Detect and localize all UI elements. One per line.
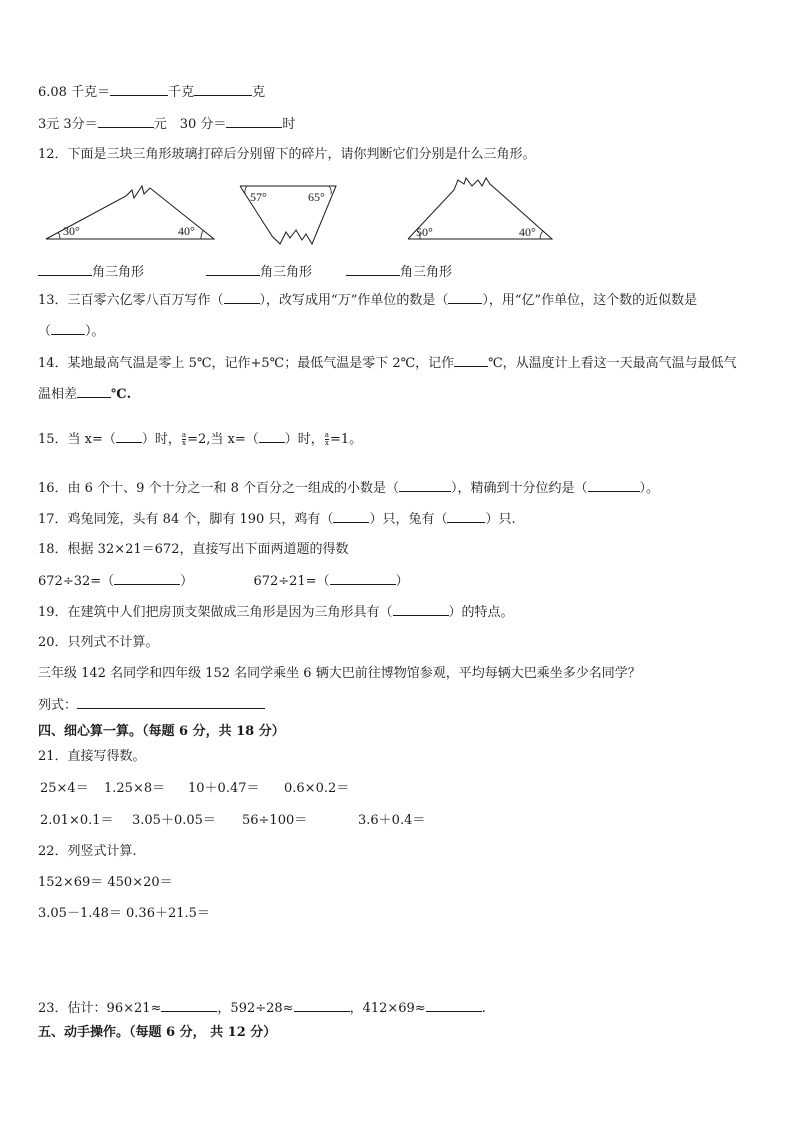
answer-blank[interactable] <box>294 999 350 1012</box>
answer-blank[interactable] <box>393 603 449 616</box>
question-22-row-2: 3.05－1.48＝ 0.36＋21.5＝ <box>38 906 210 921</box>
question-22-title: 22．列竖式计算. <box>38 844 137 859</box>
question-19: 19．在建筑中人们把房顶支架做成三角形是因为三角形具有（ ）的特点。 <box>38 605 514 620</box>
broken-triangles-figure <box>0 170 794 255</box>
question-15: 15．当 x=（ ）时， $\frac{a}{x}$ =2,当 x=（ ）时， $\frac{a}{x}$ =1。 <box>38 431 363 447</box>
answer-blank[interactable] <box>426 999 482 1012</box>
angle-arc <box>329 186 331 194</box>
angle-arc <box>58 232 60 239</box>
question-21-row-1: 25×4＝ 1.25×8＝ 10＋0.47＝ 0.6×0.2＝ <box>40 781 350 796</box>
answer-blank[interactable] <box>259 430 285 443</box>
triangle-1-answer: 角三角形 <box>38 261 144 280</box>
question-22-row-1: 152×69＝ 450×20＝ <box>38 875 173 890</box>
answer-blank[interactable] <box>399 479 451 492</box>
section-5-heading: 五、动手操作。（每题 6 分， 共 12 分） <box>38 1025 277 1040</box>
question-16: 16．由 6 个十、9 个十分之一和 8 个百分之一组成的小数是（ ），精确到十分位约是（ ）。 <box>38 481 660 496</box>
angle-arc <box>201 231 203 239</box>
question-20-title: 20．只列式不计算。 <box>38 635 159 650</box>
triangle-3-left-angle: 50° <box>416 225 433 239</box>
question-21-row-2: 2.01×0.1＝ 3.05＋0.05＝ 56÷100＝ 3.6＋0.4＝ <box>40 813 426 828</box>
unit-conversion-line-2: 3元 3分＝ 元 30 分＝ 时 <box>38 117 296 132</box>
answer-blank[interactable] <box>110 83 168 96</box>
unit-conversion-line-1: 6.08 千克＝ 千克 克 <box>38 85 266 100</box>
answer-blank[interactable] <box>454 354 488 367</box>
answer-blank[interactable] <box>114 572 180 585</box>
question-13-line-1: 13．三百零六亿零八百万写作（ ），改写成用“万”作单位的数是（ ），用“亿”作单位，这个数的近似数是 <box>38 293 698 308</box>
triangle-3-answer: 角三角形 <box>346 261 452 280</box>
question-18-text: 18．根据 32×21＝672，直接写出下面两道题的得数 <box>38 542 349 557</box>
fraction-a-over-x: $\frac{a}{x}$ <box>324 431 329 447</box>
triangle-2-answer: 角三角形 <box>206 261 312 280</box>
answer-blank[interactable] <box>194 83 252 96</box>
angle-arc <box>540 231 543 239</box>
question-14-line-1: 14．某地最高气温是零上 5℃，记作+5℃；最低气温是零下 2℃，记作 ℃，从温度计上看这一天最高气温与最低气 <box>38 356 737 371</box>
answer-blank[interactable] <box>588 479 640 492</box>
question-20-text: 三年级 142 名同学和四年级 152 名同学乘坐 6 辆大巴前往博物馆参观，平均每辆大巴乘坐多少名同学？ <box>38 666 641 681</box>
answer-blank[interactable] <box>447 510 485 523</box>
question-13-line-2: （ ）。 <box>38 324 105 339</box>
answer-blank[interactable] <box>330 572 396 585</box>
question-20-answer: 列式： <box>38 696 265 715</box>
question-23: 23．估计：96×21≈ ，592÷28≈ ，412×69≈ . <box>38 1001 486 1016</box>
answer-blank[interactable] <box>448 291 482 304</box>
answer-blank[interactable] <box>77 385 111 398</box>
question-14-line-2: 温相差 ℃. <box>38 387 132 402</box>
answer-blank[interactable] <box>346 263 400 276</box>
triangle-3-right-angle: 40° <box>519 225 536 239</box>
fraction-a-over-x: $\frac{a}{x}$ <box>181 431 187 447</box>
answer-blank[interactable] <box>161 999 217 1012</box>
triangle-1-right-angle: 40° <box>178 224 195 238</box>
answer-blank[interactable] <box>206 263 260 276</box>
question-17: 17．鸡兔同笼，头有 84 个，脚有 190 只，鸡有（ ）只，兔有（ ）只. <box>38 512 516 527</box>
triangle-1-left-angle: 30° <box>63 224 80 238</box>
question-12-text: 12．下面是三块三角形玻璃打碎后分别留下的碎片，请你判断它们分别是什么三角形。 <box>38 147 536 162</box>
question-18-expressions: 672÷32=（ ） 672÷21=（ ） <box>38 574 409 589</box>
answer-blank[interactable] <box>98 115 154 128</box>
answer-blank[interactable] <box>51 322 85 335</box>
triangle-2-right-angle: 65° <box>308 190 325 204</box>
answer-blank[interactable] <box>116 430 142 443</box>
answer-blank[interactable] <box>226 115 282 128</box>
question-21-title: 21．直接写得数。 <box>38 749 146 764</box>
angle-arc <box>245 186 247 194</box>
section-4-heading: 四、细心算一算。（每题 6 分，共 18 分） <box>38 724 285 739</box>
answer-blank[interactable] <box>77 696 265 709</box>
answer-blank[interactable] <box>333 510 369 523</box>
answer-blank[interactable] <box>38 263 92 276</box>
answer-blank[interactable] <box>224 291 260 304</box>
triangle-2-left-angle: 57° <box>250 190 267 204</box>
